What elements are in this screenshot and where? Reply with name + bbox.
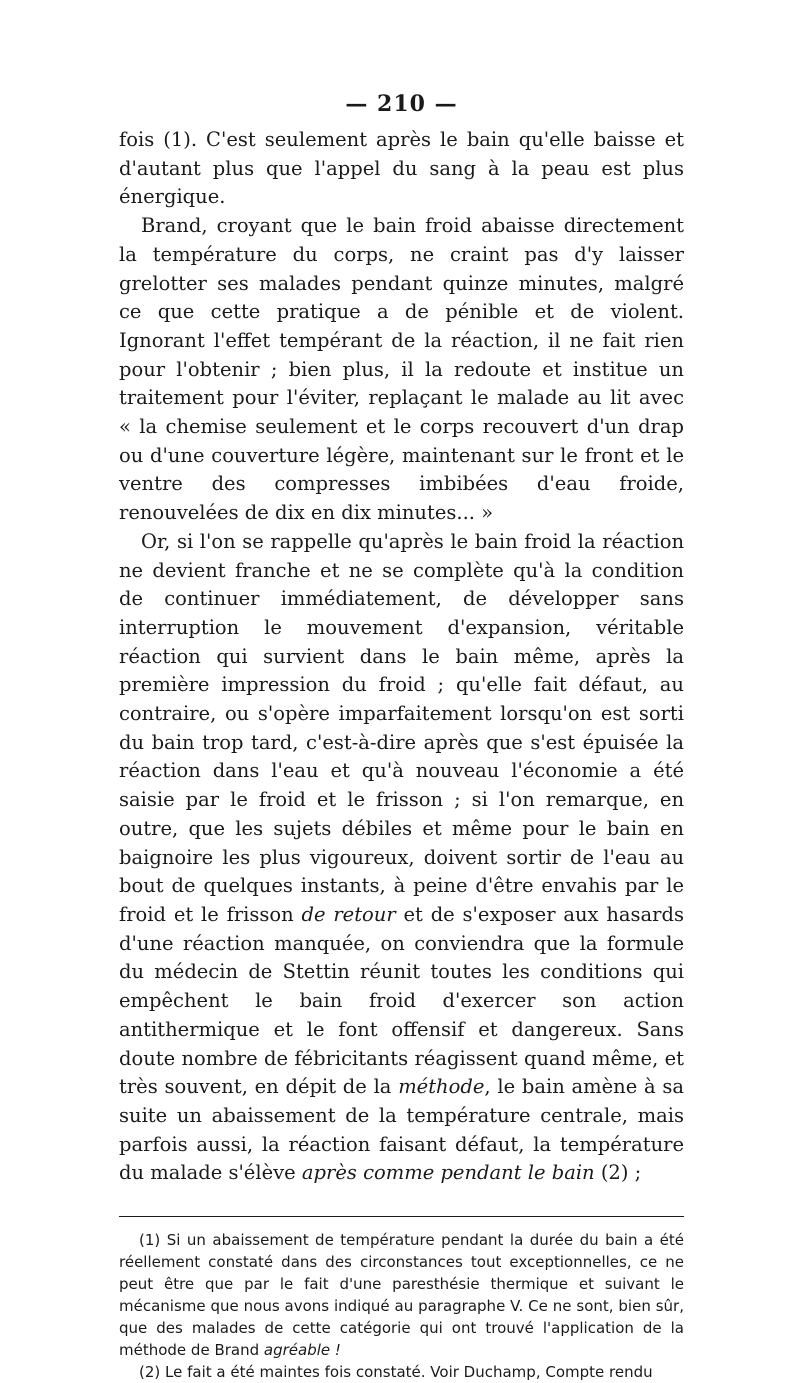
page-number: — 210 — [345,91,458,117]
paragraph-1 [119,126,684,212]
italic-text: après comme pendant le bain [301,1161,595,1185]
paragraph-2 [119,212,684,528]
text-run: , le bain amène à sa suite un abaissement de la température centrale, mais parfois aussi, la réaction faisant défaut, la température du malade s'élève [119,1075,684,1185]
italic-text: méthode [398,1075,485,1099]
italic-text: agréable ! [263,1341,341,1360]
text-run: (2) Le fait a été maintes fois constaté. Voir Duchamp, Compte rendu [139,1363,653,1382]
italic-text: de retour [301,902,396,926]
footnote-separator [119,1216,684,1217]
text-run: fois (1). C'est seulement après le bain qu'elle baisse et d'autant plus que l'appel du sang à la peau est plus énergique. [119,128,684,209]
footnotes [119,1229,684,1383]
text-run: (2) ; [594,1161,642,1185]
text-run: et de s'exposer aux hasards d'une réaction manquée, on conviendra que la formule du médecin de Stettin réunit toutes les conditions qui empêchent le bain froid d'exercer son action antithermique et le font offensif et dangereux. Sans doute nombre de fébricitants réagissent quand même, et très souvent, en dépit de la [119,902,684,1099]
paragraph-3 [119,528,684,1188]
text-run: (1) Si un abaissement de température pendant la durée du bain a été réellement constaté dans des circonstances tout exceptionnelles, ce ne peut être que par le fait d'une paresthésie thermique et suivant le mécanisme que nous avons indiqué au paragraphe V. Ce ne sont, bien sûr, que des malades de cette catégorie qui ont trouvé l'application de la méthode de Brand [119,1231,684,1360]
footnote-1 [119,1229,684,1361]
main-text [119,126,684,1188]
text-run: Brand, croyant que le bain froid abaisse directement la température du corps, ne craint pas d'y laisser grelotter ses malades pendant quinze minutes, malgré ce que cette pratique a de pénible et de violent. Ignorant l'effet tempérant de la réaction, il ne fait rien pour l'obtenir ; bien plus, il la redoute et institue un traitement pour l'éviter, replaçant le malade au lit avec « la chemise seulement et le corps recouvert d'un drap ou d'une couverture légère, maintenant sur le front et le ventre des compresses imbibées d'eau froide, renouvelées de dix en dix minutes... » [119,214,684,525]
book-page [119,88,684,1383]
text-run: Or, si l'on se rappelle qu'après le bain froid la réaction ne devient franche et ne se complète qu'à la condition de continuer immédiatement, de développer sans interruption le mouvement d'expansion, véritable réaction qui survient dans le bain même, après la première impression du froid ; qu'elle fait défaut, au contraire, ou s'opère imparfaitement lorsqu'on est sorti du bain trop tard, c'est-à-dire après que s'est épuisée la réaction dans l'eau et qu'à nouveau l'économie a été saisie par le froid et le frisson ; si l'on remarque, en outre, que les sujets débiles et même pour le bain en baignoire les plus vigoureux, doivent sortir de l'eau au bout de quelques instants, à peine d'être envahis par le froid et le frisson [119,529,684,926]
footnote-2 [119,1361,684,1383]
